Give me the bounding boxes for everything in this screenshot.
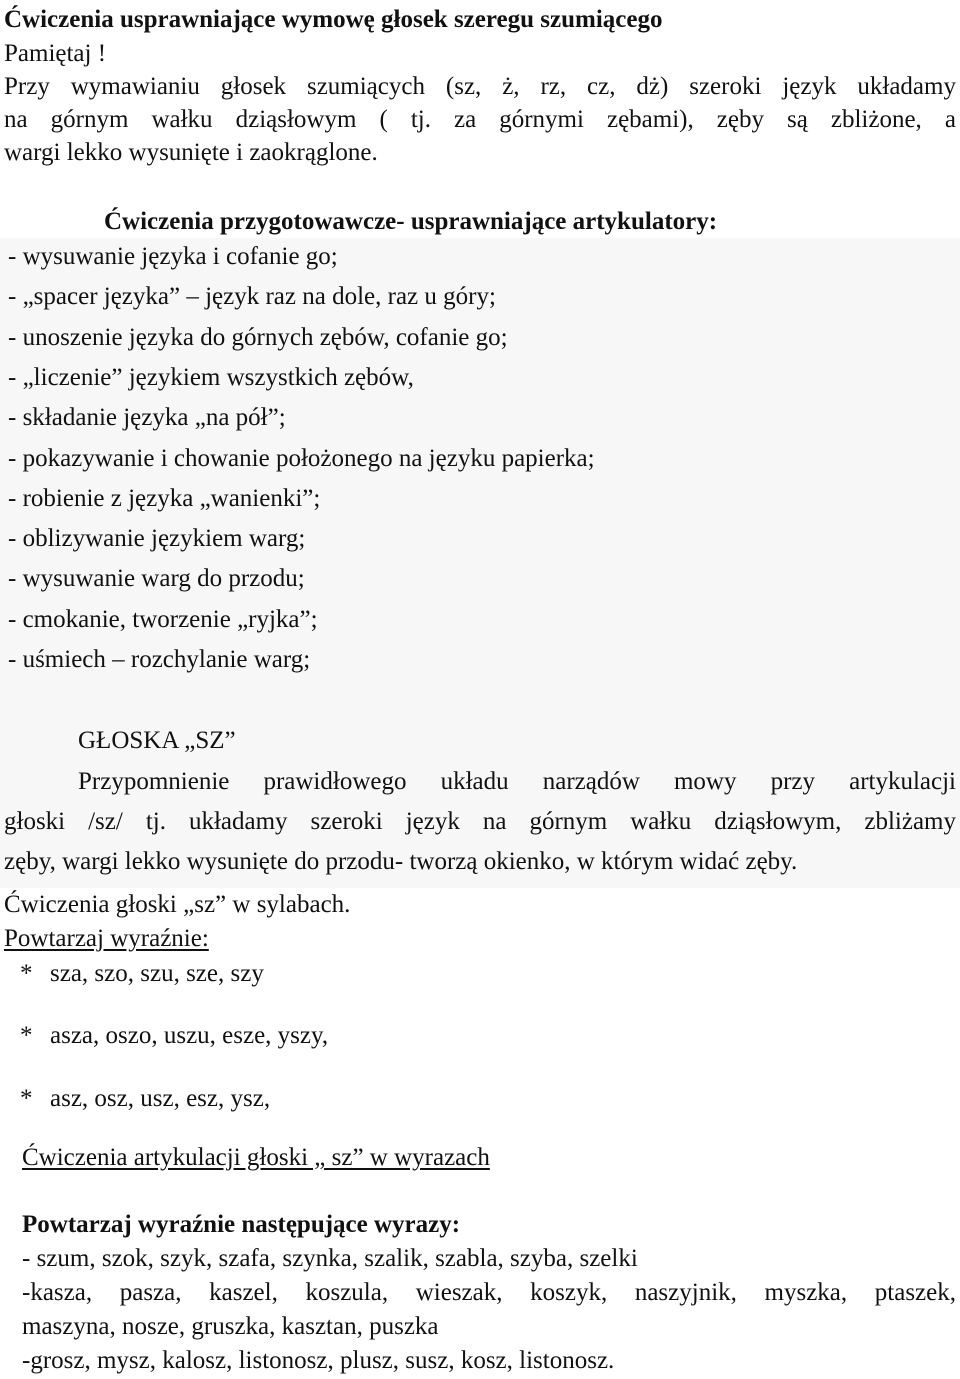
prep-exercise-item: - uśmiech – rozchylanie warg; bbox=[8, 646, 311, 673]
prep-exercise-item: - unoszenie języka do górnych zębów, cofanie go; bbox=[8, 324, 508, 351]
word: Przy bbox=[4, 73, 50, 100]
word: za bbox=[454, 106, 477, 133]
words-line-4: -grosz, mysz, kalosz, listonosz, plusz, susz, kosz, listonosz. bbox=[22, 1347, 615, 1374]
intro-paragraph-line-3: wargi lekko wysunięte i zaokrąglone. bbox=[4, 139, 378, 166]
word: zbliżamy bbox=[864, 808, 956, 835]
prep-exercise-item: - oblizywanie językiem warg; bbox=[8, 525, 306, 552]
word: są bbox=[787, 106, 808, 133]
word: wieszak, bbox=[415, 1279, 503, 1306]
word: tj. bbox=[410, 106, 431, 133]
asterisk-icon: * bbox=[20, 1022, 33, 1049]
word: wałku bbox=[151, 106, 213, 133]
syllables-title: Ćwiczenia głoski „sz” w sylabach. bbox=[4, 891, 351, 918]
prep-exercise-item: - „liczenie” językiem wszystkich zębów, bbox=[8, 364, 414, 391]
word: dziąsłowym, bbox=[714, 808, 842, 835]
word: kaszel, bbox=[209, 1279, 278, 1306]
prep-exercise-item: - robienie z języka „wanienki”; bbox=[8, 485, 321, 512]
sz-paragraph-line-2 bbox=[4, 806, 956, 838]
repeat-words-heading: Powtarzaj wyraźnie następujące wyrazy: bbox=[22, 1211, 461, 1238]
words-line-3: maszyna, nosze, gruszka, kasztan, puszka bbox=[22, 1313, 439, 1340]
asterisk-icon: * bbox=[20, 1085, 33, 1112]
intro-paragraph-line-2 bbox=[4, 104, 956, 136]
word: zębami), bbox=[606, 106, 694, 133]
word: szeroki bbox=[689, 73, 762, 100]
word: tj. bbox=[145, 808, 166, 835]
word: -kasza, bbox=[22, 1279, 93, 1306]
word: ż, bbox=[502, 73, 520, 100]
word: wymawianiu bbox=[70, 73, 200, 100]
prep-exercise-item: - pokazywanie i chowanie położonego na języku papierka; bbox=[8, 445, 595, 472]
word: ( bbox=[379, 106, 388, 133]
sz-paragraph-line-3: zęby, wargi lekko wysunięte do przodu- tworzą okienko, w którym widać zęby. bbox=[4, 848, 798, 875]
syllable-item: * sza, szo, szu, sze, szy bbox=[20, 958, 264, 990]
prep-exercise-item: - cmokanie, tworzenie „ryjka”; bbox=[8, 606, 318, 633]
word: /sz/ bbox=[88, 808, 123, 835]
word: górnym bbox=[50, 106, 129, 133]
word: głoski bbox=[4, 808, 66, 835]
prep-exercise-item: - wysuwanie języka i cofanie go; bbox=[8, 243, 338, 270]
word: prawidłowego bbox=[263, 768, 407, 795]
word: zbliżone, bbox=[830, 106, 922, 133]
word: dziąsłowym bbox=[235, 106, 357, 133]
word: górnym bbox=[529, 808, 608, 835]
word: narządów bbox=[542, 768, 640, 795]
prep-exercise-item: - wysuwanie warg do przodu; bbox=[8, 565, 305, 592]
word: Przypomnienie bbox=[78, 768, 230, 795]
word: górnymi bbox=[499, 106, 584, 133]
words-line-2 bbox=[22, 1277, 956, 1309]
remember-label: Pamiętaj ! bbox=[4, 40, 107, 67]
word: wałku bbox=[630, 808, 692, 835]
word: układamy bbox=[188, 808, 288, 835]
word: układamy bbox=[857, 73, 956, 100]
word: język bbox=[405, 808, 460, 835]
word: (sz, bbox=[445, 73, 482, 100]
word: szumiących bbox=[306, 73, 425, 100]
word: dż) bbox=[636, 73, 669, 100]
word: rz, bbox=[540, 73, 567, 100]
word: układu bbox=[440, 768, 509, 795]
word: zęby bbox=[716, 106, 764, 133]
word: koszyk, bbox=[530, 1279, 608, 1306]
word: naszyjnik, bbox=[634, 1279, 737, 1306]
prep-heading: Ćwiczenia przygotowawcze- usprawniające artykulatory: bbox=[104, 208, 718, 235]
intro-paragraph-line-1 bbox=[4, 71, 956, 103]
sz-heading: GŁOSKA „SZ” bbox=[78, 727, 236, 754]
prep-exercise-item: - „spacer języka” – język raz na dole, raz u góry; bbox=[8, 283, 496, 310]
word: głosek bbox=[220, 73, 287, 100]
word: a bbox=[944, 106, 956, 133]
asterisk-icon: * bbox=[20, 960, 33, 987]
word: na bbox=[4, 106, 28, 133]
word: przy bbox=[770, 768, 815, 795]
word: szeroki bbox=[310, 808, 383, 835]
syllable-item: * asz, osz, usz, esz, ysz, bbox=[20, 1083, 270, 1115]
word: cz, bbox=[587, 73, 616, 100]
syllable-item: * asza, oszo, uszu, esze, yszy, bbox=[20, 1020, 328, 1052]
word: ptaszek, bbox=[874, 1279, 956, 1306]
words-line-1: - szum, szok, szyk, szafa, szynka, szalik, szabla, szyba, szelki bbox=[22, 1245, 638, 1272]
document-title: Ćwiczenia usprawniające wymowę głosek szeregu szumiącego bbox=[4, 6, 663, 33]
words-heading: Ćwiczenia artykulacji głoski „ sz” w wyrazach bbox=[22, 1144, 490, 1171]
word: pasza, bbox=[119, 1279, 182, 1306]
word: myszka, bbox=[764, 1279, 848, 1306]
word: artykulacji bbox=[849, 768, 956, 795]
word: mowy bbox=[673, 768, 737, 795]
word: koszula, bbox=[305, 1279, 389, 1306]
repeat-label: Powtarzaj wyraźnie: bbox=[4, 925, 209, 952]
prep-exercise-item: - składanie języka „na pół”; bbox=[8, 404, 286, 431]
word: język bbox=[782, 73, 837, 100]
word: na bbox=[482, 808, 507, 835]
sz-paragraph-line-1 bbox=[78, 766, 956, 798]
